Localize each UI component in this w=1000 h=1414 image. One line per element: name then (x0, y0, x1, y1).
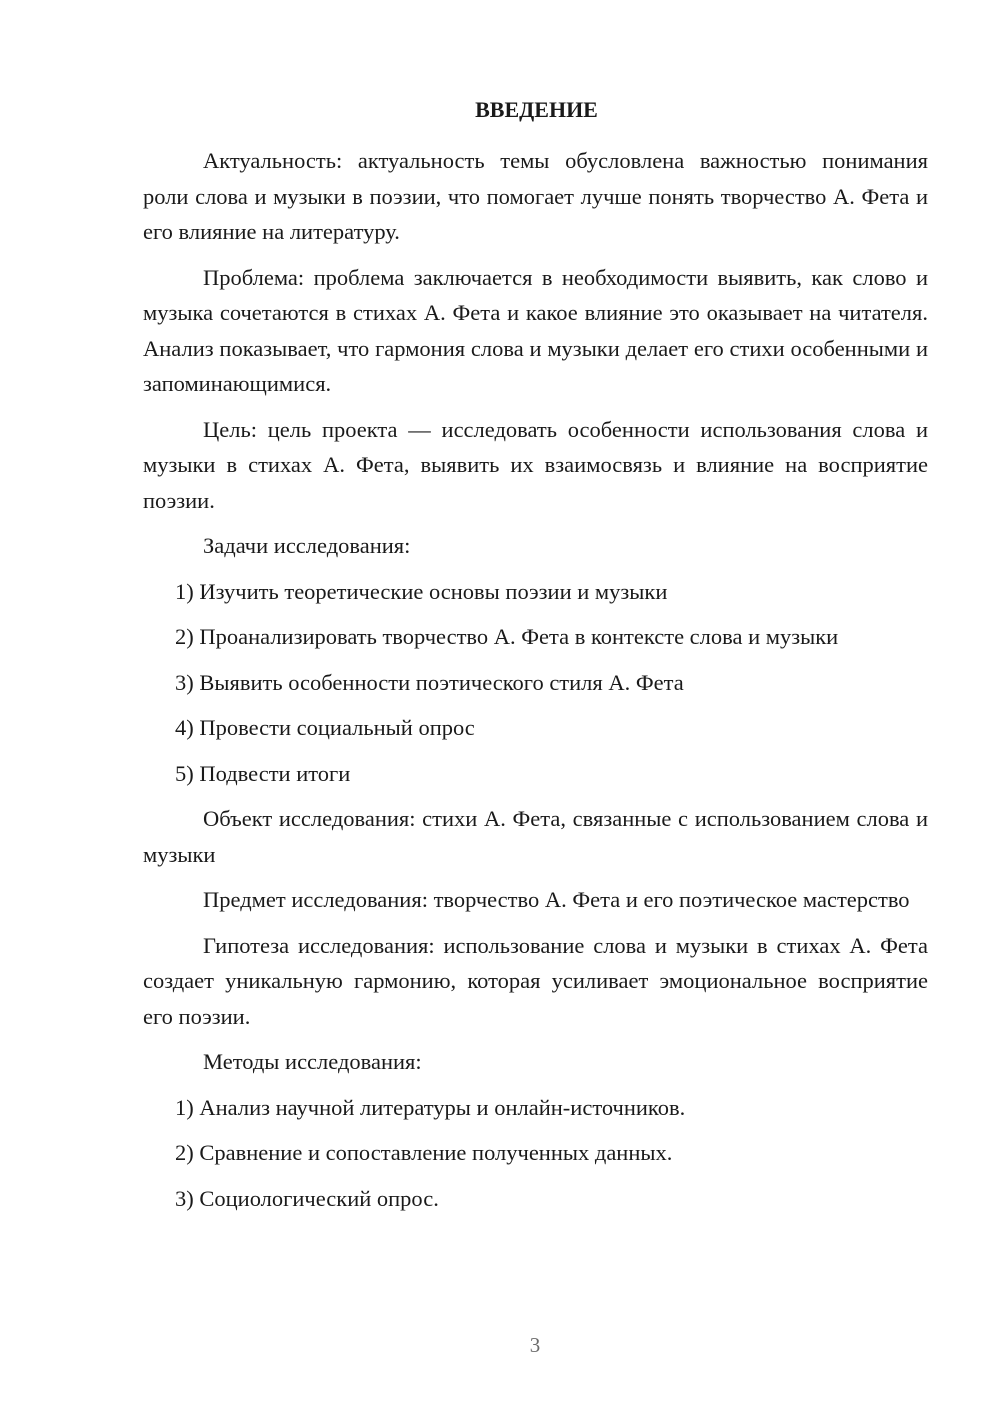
method-item: 1) Анализ научной литературы и онлайн-источников. (175, 1094, 686, 1120)
task-item: 5) Подвести итоги (175, 760, 351, 786)
object-paragraph: Объект исследования: стихи А. Фета, связанные с использованием слова и музыки (143, 806, 928, 867)
tasks-label: Задачи исследования: (203, 533, 411, 558)
relevance-paragraph: Актуальность: актуальность темы обусловлена важностью понимания роли слова и музыки в поэзии, что помогает лучше понять творчество А. Фета и его влияние на литературу. (143, 148, 928, 244)
method-item: 2) Сравнение и сопоставление полученных данных. (175, 1140, 673, 1165)
task-item: 2) Проанализировать творчество А. Фета в контексте слова и музыки (175, 624, 839, 649)
tasks-list (143, 574, 928, 792)
method-item: 3) Социологический опрос. (175, 1185, 439, 1211)
task-item: 1) Изучить теоретические основы поэзии и музыки (175, 578, 668, 604)
goal-paragraph: Цель: цель проекта — исследовать особенности использования слова и музыки в стихах А. Фета, выявить их взаимосвязь и влияние на восприятие поэзии. (143, 416, 928, 513)
methods-label: Методы исследования: (203, 1049, 422, 1074)
problem-paragraph: Проблема: проблема заключается в необходимости выявить, как слово и музыка сочетаются в стихах А. Фета и какое влияние это оказывает на читателя. Анализ показывает, что гармония слова и музыки делает его стихи особенными и запоминающимися. (143, 264, 928, 396)
hypothesis-paragraph: Гипотеза исследования: использование слова и музыки в стихах А. Фета создает уникальную гармонию, которая усиливает эмоциональное восприятие его поэзии. (143, 932, 928, 1029)
page-title: ВВЕДЕНИЕ (475, 97, 598, 122)
task-item: 3) Выявить особенности поэтического стиля А. Фета (175, 669, 684, 695)
task-item: 4) Провести социальный опрос (175, 715, 475, 740)
subject-paragraph: Предмет исследования: творчество А. Фета и его поэтическое мастерство (203, 887, 910, 912)
page-number: 3 (529, 1333, 541, 1357)
methods-list (143, 1090, 928, 1217)
document-page (143, 95, 928, 1226)
